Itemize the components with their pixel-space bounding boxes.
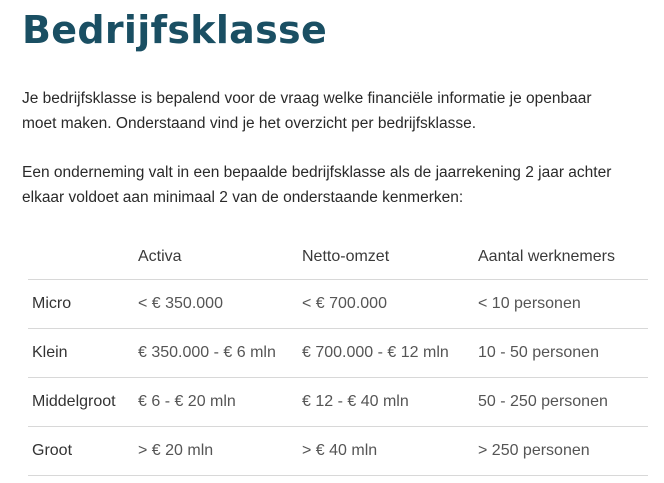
company-class-table [28,235,648,476]
cell-werknemers: 10 - 50 personen [478,329,648,378]
cell-netto-omzet: € 700.000 - € 12 mln [302,329,478,378]
table-row [28,329,648,378]
cell-activa: € 350.000 - € 6 mln [138,329,302,378]
page-title: Bedrijfsklasse [22,8,328,52]
header-aantal-werknemers: Aantal werknemers [478,248,615,265]
table-header-row [28,235,648,280]
criteria-paragraph: Een onderneming valt in een bepaalde bedrijfsklasse als de jaarrekening 2 jaar achter elkaar voldoet aan minimaal 2 van de onderstaande kenmerken: [22,164,612,206]
cell-netto-omzet: € 12 - € 40 mln [302,378,478,427]
cell-werknemers: > 250 personen [478,427,648,476]
table-row [28,378,648,427]
row-label: Groot [28,427,138,476]
cell-netto-omzet: > € 40 mln [302,427,478,476]
cell-activa: < € 350.000 [138,280,302,329]
row-label: Middelgroot [28,378,138,427]
header-activa: Activa [138,248,182,265]
header-netto-omzet: Netto-omzet [302,248,390,265]
header-empty [28,235,138,280]
table-row [28,280,648,329]
cell-netto-omzet: < € 700.000 [302,280,478,329]
cell-werknemers: < 10 personen [478,280,648,329]
cell-werknemers: 50 - 250 personen [478,378,648,427]
cell-activa: > € 20 mln [138,427,302,476]
row-label: Klein [28,329,138,378]
table-row [28,427,648,476]
row-label: Micro [28,280,138,329]
intro-paragraph: Je bedrijfsklasse is bepalend voor de vraag welke financiële informatie je openbaar moet maken. Onderstaand vind je het overzicht per bedrijfsklasse. [22,90,592,132]
cell-activa: € 6 - € 20 mln [138,378,302,427]
